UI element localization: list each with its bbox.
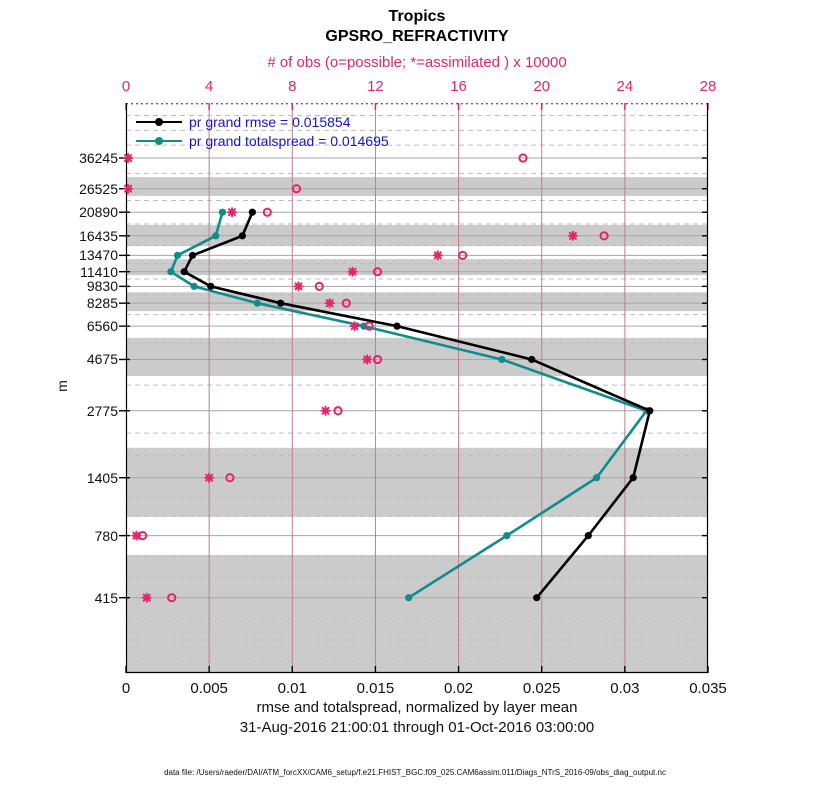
obs-assimilated-asterisk-marker: [322, 407, 330, 415]
series-point: [212, 232, 219, 239]
obs-assimilated-asterisk-marker: [124, 185, 132, 193]
top-tick-label: 28: [699, 78, 717, 95]
series-point: [646, 407, 653, 414]
x-tick-label: 0.015: [356, 680, 395, 697]
legend-label: pr grand totalspread = 0.014695: [189, 132, 389, 149]
series-point: [277, 300, 284, 307]
obs-assimilated-asterisk-marker: [132, 532, 140, 540]
legend-label: pr grand rmse = 0.015854: [189, 113, 351, 130]
legend-dot: [155, 118, 163, 126]
legend-row-totalspread: [136, 131, 389, 150]
y-tick-label: 11410: [80, 263, 118, 280]
chart-svg: [126, 103, 708, 673]
x-axis-subtitle: 31-Aug-2016 21:00:01 through 01-Oct-2016 03:00:00: [239, 719, 595, 736]
series-point: [167, 268, 174, 275]
y-tick-label: 16435: [79, 227, 118, 244]
footer-datafile: data file: /Users/raeder/DAI/ATM_forcXX/CAM6_setup/f.e21.FHIST_BGC.f09_025.CAM6assim.011/Diags_NTrS_2016-09/obs_diag_output.nc: [164, 768, 666, 777]
y-tick-label: 20890: [79, 204, 118, 221]
y-tick-label: 4675: [86, 351, 118, 368]
layer-band: [126, 177, 708, 196]
y-tick-label: 1405: [86, 469, 118, 486]
y-tick-label: 36245: [79, 150, 118, 166]
series-point: [219, 209, 226, 216]
obs-assimilated-asterisk-marker: [569, 232, 577, 240]
obs-assimilated-asterisk-marker: [351, 322, 359, 330]
y-tick-label: 26525: [79, 180, 118, 197]
y-tick-label: 6560: [86, 318, 118, 335]
legend-row-rmse: [136, 112, 389, 131]
series-point: [503, 532, 510, 539]
top-tick-label: 20: [533, 78, 551, 95]
series-point: [528, 356, 535, 363]
y-tick-label: 13470: [79, 247, 118, 264]
obs-assimilated-asterisk-marker: [143, 594, 151, 602]
top-tick-label: 0: [121, 78, 131, 95]
series-point: [405, 594, 412, 601]
layer-band: [126, 448, 708, 517]
obs-assimilated-asterisk-marker: [363, 355, 371, 363]
series-point: [174, 252, 181, 259]
series-point: [585, 532, 592, 539]
top-tick-label: 4: [204, 78, 214, 95]
x-tick-label: 0.02: [443, 680, 474, 697]
top-tick-label: 12: [367, 78, 384, 95]
x-axis-label: rmse and totalspread, normalized by layer mean: [256, 699, 578, 716]
legend: [136, 112, 389, 150]
legend-line-sample: [136, 140, 182, 142]
series-point: [191, 283, 198, 290]
series-point: [498, 356, 505, 363]
x-tick-label: 0.03: [610, 680, 640, 697]
layer-band: [126, 259, 708, 275]
y-tick-label: 780: [94, 527, 118, 544]
top-tick-label: 16: [450, 78, 467, 95]
page-subtitle: GPSRO_REFRACTIVITY: [325, 28, 509, 45]
x-tick-label: 0.025: [522, 680, 561, 697]
legend-dot: [155, 137, 163, 145]
top-axis-label: # of obs (o=possible; *=assimilated ) x 10000: [267, 54, 567, 71]
series-point: [249, 209, 256, 216]
legend-line-sample: [136, 121, 182, 123]
x-tick-label: 0.01: [277, 680, 307, 697]
obs-assimilated-asterisk-marker: [295, 282, 303, 290]
x-tick-label: 0: [121, 680, 131, 697]
x-tick-label: 0.035: [689, 680, 727, 697]
y-tick-label: 2775: [86, 402, 118, 419]
obs-assimilated-asterisk-marker: [326, 299, 334, 307]
y-tick-label: 415: [94, 589, 118, 606]
x-tick-label: 0.005: [190, 680, 228, 697]
y-tick-label: 8285: [86, 295, 118, 312]
y-axis-label: m: [53, 380, 70, 392]
series-point: [181, 268, 188, 275]
top-tick-label: 24: [616, 78, 634, 95]
obs-assimilated-asterisk-marker: [124, 154, 132, 162]
obs-assimilated-asterisk-marker: [434, 251, 442, 259]
series-point: [239, 232, 246, 239]
plot-area: [126, 103, 708, 673]
obs-assimilated-asterisk-marker: [205, 474, 213, 482]
series-point: [207, 283, 214, 290]
obs-assimilated-asterisk-marker: [349, 268, 357, 276]
series-point: [393, 323, 400, 330]
series-point: [254, 300, 261, 307]
series-point: [630, 474, 637, 481]
y-tick-label: 9830: [86, 278, 118, 295]
layer-band: [126, 555, 708, 673]
layer-band: [126, 338, 708, 376]
series-point: [189, 252, 196, 259]
series-point: [593, 474, 600, 481]
series-point: [533, 594, 540, 601]
top-tick-label: 8: [288, 78, 297, 95]
obs-assimilated-asterisk-marker: [228, 208, 236, 216]
page-title: Tropics: [388, 8, 446, 25]
